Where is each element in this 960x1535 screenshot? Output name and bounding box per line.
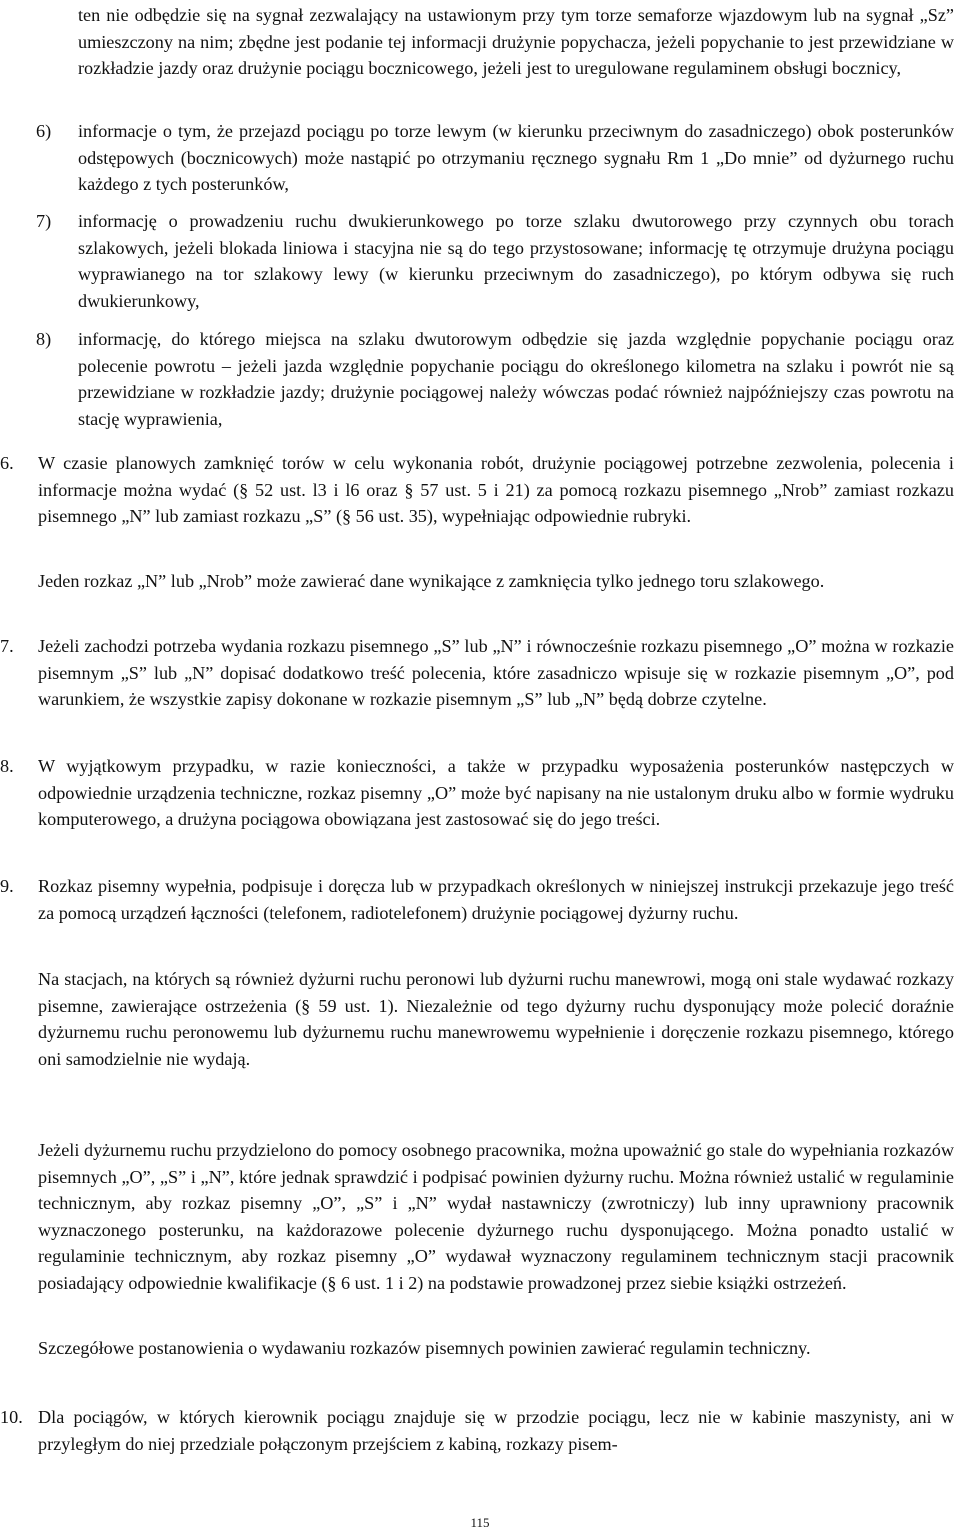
item-text: W czasie planowych zamknięć torów w celu wykonania robót, drużynie pociągowej potrzebne zezwolenia, polecenia i informacje można wydać (§ 52 ust. l3 i l6 oraz § 57 ust. 5 i 21) za pomocą rozkazu pisemnego „Nrob” zamiast rozkazu pisemnego „N” lub zamiast rozkazu „S” (§ 56 ust. 35), wypełniając odpowiednie rubryki. — [38, 453, 954, 526]
subitem-number: 7) — [36, 211, 52, 231]
subitem-7 — [36, 208, 954, 314]
paragraph-text: Jeżeli dyżurnemu ruchu przydzielono do pomocy osobnego pracownika, można upoważnić go stale do wypełniania rozkazów pisemnych „O”, „S” i „N”, które jednak sprawdzić i podpisać powinien dyżurny ruchu. Można również ustalić w regulaminie technicznym, aby rozkaz pisemny „O”, „S” i „N” wydał nastawniczy (zwrotniczy) lub inny uprawniony pracownik wyznaczonego posterunku, na każdorazowe polecenie dyżurnego ruchu dysponującego. Można ponadto ustalić w regulaminie technicznym, aby rozkaz pisemny „O” wydawał wyznaczony regulaminem technicznym stacji pracownik posiadający odpowiednie kwalifikacje (§ 6 ust. 1 i 2) na podstawie prowadzonej przez siebie książki ostrzeżeń. — [38, 1140, 954, 1293]
item-number: 9. — [0, 876, 14, 896]
paragraph-text: Jeden rozkaz „N” lub „Nrob” może zawierać dane wynikające z zamknięcia tylko jednego toru szlakowego. — [38, 571, 825, 591]
item-10 — [0, 1404, 954, 1457]
item-number: 10. — [0, 1407, 23, 1427]
paragraph-text: Na stacjach, na których są również dyżurni ruchu peronowi lub dyżurni ruchu manewrowi, mogą oni stale wydawać rozkazy pisemne, zawierające ostrzeżenia (§ 59 ust. 1). Niezależnie od tego dyżurny ruchu dysponujący może polecić doraźnie dyżurnemu ruchu peronowemu lub dyżurnemu ruchu manewrowemu wypełnienie i doręczenie rozkazu pisemnego, którego oni samodzielnie nie wydają. — [38, 969, 954, 1069]
page-number: 115 — [470, 1515, 490, 1530]
item-8 — [0, 753, 954, 833]
continuation-text: ten nie odbędzie się na sygnał zezwalający na ustawionym przy tym torze semaforze wjazdowym lub na sygnał „Sz” umieszczony na nim; zbędne jest podanie tej informacji drużynie popychacza, jeżeli popychanie to jest przewidziane w rozkładzie jazdy oraz drużynie pociągu bocznicowego, jeżeli jest to uregulowane regulaminem obsługi bocznicy, — [78, 5, 954, 78]
item-text: Dla pociągów, w których kierownik pociągu znajduje się w przodzie pociągu, lecz nie w kabinie maszynisty, ani w przyległym do niej przedziale połączonym przejściem z kabiną, rozkazy pisem- — [38, 1407, 954, 1454]
item-7 — [0, 633, 954, 713]
item-text: W wyjątkowym przypadku, w razie konieczności, a także w przypadku wyposażenia posterunków następczych w odpowiednie urządzenia techniczne, rozkaz pisemny „O” może być napisany na nie ustalonym druku albo w formie wydruku komputerowego, a drużyna pociągowa obowiązana jest zastosować się do jego treści. — [38, 756, 954, 829]
subitem-6 — [36, 118, 954, 198]
subitem-8 — [36, 326, 954, 432]
item-6 — [0, 450, 954, 530]
subitem-number: 8) — [36, 329, 52, 349]
subitem-number: 6) — [36, 121, 52, 141]
item-number: 8. — [0, 756, 14, 776]
item-number: 7. — [0, 636, 14, 656]
item-9 — [0, 873, 954, 926]
item-text: Rozkaz pisemny wypełnia, podpisuje i doręcza lub w przypadkach określonych w niniejszej instrukcji przekazuje jego treść za pomocą urządzeń łączności (telefonem, radiotelefonem) drużynie pociągowej dyżurny ruchu. — [38, 876, 954, 923]
subitem-text: informacje o tym, że przejazd pociągu po torze lewym (w kierunku przeciwnym do zasadniczego) obok posterunków odstępowych (bocznicowych) może nastąpić po otrzymaniu ręcznego sygnału Rm 1 „Do mnie” od dyżurnego ruchu każdego z tych posterunków, — [78, 121, 954, 194]
item-text: Jeżeli zachodzi potrzeba wydania rozkazu pisemnego „S” lub „N” i równocześnie rozkazu pisemnego „O” można w rozkazie pisemnym „S” lub „N” dopisać dodatkowo treść polecenia, które zasadniczo wpisuje się w rozkazie pisemnym „O”, pod warunkiem, że wszystkie zapisy dokonane w rozkazie pisemnym „S” lub „N” będą dobrze czytelne. — [38, 636, 954, 709]
item-9-paragraph-4 — [38, 1335, 954, 1362]
item-6-paragraph-2 — [38, 568, 954, 595]
item-9-paragraph-3 — [38, 1137, 954, 1296]
item-number: 6. — [0, 453, 14, 473]
subitem-text: informację, do którego miejsca na szlaku dwutorowym odbędzie się jazda względnie popychanie pociągu oraz polecenie powrotu ‒ jeżeli jazda względnie popychanie pociągu do określonego kilometra na szlaku i powrót nie są przewidziane w rozkładzie jazdy; drużynie pociągowej należy wówczas podać również najpóźniejszy czas powrotu na stację wyprawienia, — [78, 329, 954, 429]
paragraph-text: Szczegółowe postanowienia o wydawaniu rozkazów pisemnych powinien zawierać regulamin techniczny. — [38, 1338, 811, 1358]
subitem-text: informację o prowadzeniu ruchu dwukierunkowego po torze szlaku dwutorowego przy czynnych obu torach szlakowych, jeżeli blokada liniowa i stacyjna nie są do tego przystosowane; informację tę otrzymuje drużyna pociągu wyprawianego na tor szlakowy lewy (w kierunku przeciwnym do zasadniczego), po którym odbywa się ruch dwukierunkowy, — [78, 211, 954, 311]
item-9-paragraph-2 — [38, 966, 954, 1072]
continuation-paragraph — [78, 2, 954, 82]
